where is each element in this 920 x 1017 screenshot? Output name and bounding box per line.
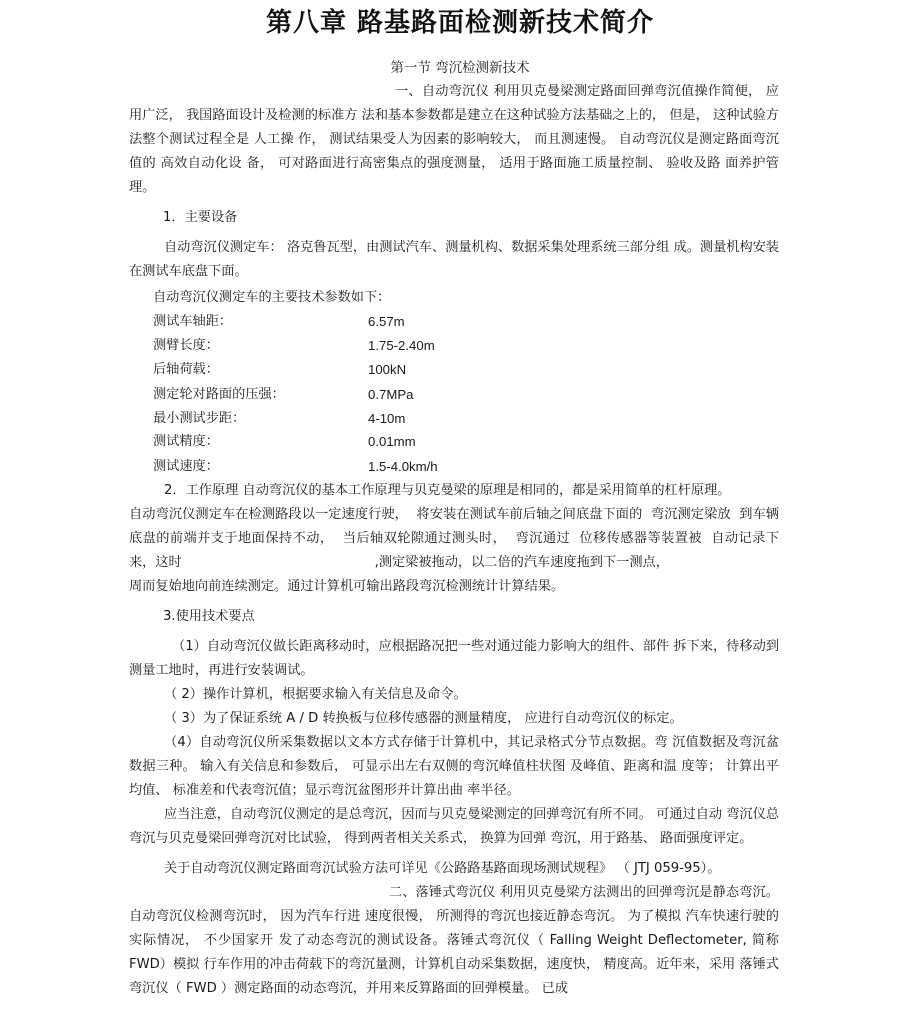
param-row: [153, 431, 779, 455]
param-value: 6.57m: [368, 313, 405, 329]
usage-item: （1）自动弯沉仪做长距离移动时，应根据路况把一些对通过能力影响大的组件、部件 拆下来，待移动到测量工地时，再进行安装调试。: [129, 639, 779, 678]
param-label: 测试车轴距：: [153, 313, 233, 329]
paragraph-intro: 一、自动弯沉仪 利用贝克曼梁测定路面回弹弯沉值操作简便， 应用广泛， 我国路面设计及检测的标准方 法和基本参数都是建立在这种试验方法基础之上的， 但是， 这种试验方法整个测试过程全是 人工操 作， 测试结果受人为因素的影响较大， 而且测速慢。 自动弯沉仪是测定路面弯沉值的 高效自动化设 备， 可对路面进行高密集点的强度测量， 适用于路面施工质量控制、 验收及路 面养护管理。: [129, 84, 779, 195]
param-row: [153, 382, 779, 407]
paragraph-equipment: 自动弯沉仪测定车： 洛克鲁瓦型，由测试汽车、测量机构、数据采集处理系统三部分组 成。测量机构安装在测试车底盘下面。: [129, 240, 780, 279]
param-label: 最小测试步距：: [153, 410, 246, 426]
chapter-title: 第八章 路基路面检测新技术简介: [265, 8, 655, 38]
paragraph-fwd: 二、落锤式弯沉仪 利用贝克曼梁方法测出的回弹弯沉是静态弯沉。 自动弯沉仪检测弯沉时， 因为汽车行进 速度很慢， 所测得的弯沉也接近静态弯沉。 为了模拟 汽车快速行驶的实际情况， 不少国家开 发了动态弯沉的测试设备。落锤式弯沉仪（ Falling Weight Deflectometer, 简称FWD）模拟 行车作用的冲击荷载下的弯沉量测，计算机自动采集数据，速度快， 精度高。近年来，采用 落锤式弯沉仪（ FWD ）测定路面的动态弯沉，并用来反算路面的回弹模量。 已成: [129, 885, 779, 996]
usage-item: （4）自动弯沉仪所采集数据以文本方式存储于计算机中，其记录格式分节点数据。弯 沉值数据及弯沉盆数据三种。 输入有关信息和参数后， 可显示出左右双侧的弯沉峰值柱状图 及峰值、距离和温 度等； 计算出平均值、 标准差和代表弯沉值；显示弯沉盆图形并计算出曲 率半径。: [129, 735, 779, 798]
paragraph-principle-end: 周而复始地向前连续测定。通过计算机可输出路段弯沉检测统计计算结果。: [129, 579, 565, 594]
usage-item: （ 2）操作计算机，根据要求输入有关信息及命令。: [164, 687, 467, 702]
param-row: [153, 454, 779, 479]
heading-usage: 3.使用技术要点: [163, 609, 255, 624]
param-label: 测试精度：: [153, 434, 219, 450]
paragraph-principle: 2．工作原理 自动弯沉仪的基本工作原理与贝克曼梁的原理是相同的，都是采用简单的杠杆原理。: [164, 483, 731, 498]
usage-item: （ 3）为了保证系统 A / D 转换板与位移传感器的测量精度， 应进行自动弯沉仪的标定。: [164, 711, 683, 726]
param-row: [153, 359, 779, 383]
paragraph-reference: 关于自动弯沉仪测定路面弯沉试验方法可详见《公路路基路面现场测试规程》 （ JTJ 059-95）。: [164, 861, 721, 876]
param-value: 1.5-4.0km/h: [368, 458, 438, 474]
param-row: [153, 407, 779, 431]
param-row: [153, 310, 779, 334]
section-heading: 第一节 弯沉检测新技术: [390, 60, 530, 76]
params-table: [129, 286, 779, 479]
param-value: 4-10m: [368, 410, 406, 426]
param-label: 测试速度：: [153, 458, 219, 474]
param-value: 0.01mm: [368, 434, 416, 450]
param-row: [153, 334, 779, 359]
param-value: 0.7MPa: [368, 386, 414, 402]
param-value: 1.75-2.40m: [368, 338, 435, 353]
param-label: 后轴荷载：: [153, 362, 219, 378]
params-intro: 自动弯沉仪测定车的主要技术参数如下：: [153, 290, 391, 305]
param-value: 100kN: [368, 362, 407, 378]
paragraph-principle-detail: 自动弯沉仪测定车在检测路段以一定速度行驶， 将安装在测试车前后轴之间底盘下面的 弯沉测定梁放 到车辆底盘的前端并支于地面保持不动， 当后轴双轮隙通过测头时， 弯沉通过 位移传感器等装置被 自动记录下来，这时 ,测定梁被拖动，以二倍的汽车速度拖到下一测点，: [129, 507, 779, 570]
paragraph-note: 应当注意，自动弯沉仪测定的是总弯沉，因而与贝克曼梁测定的回弹弯沉有所不同。 可通过自动 弯沉仪总弯沉与贝克曼梁回弹弯沉对比试验， 得到两者相关关系式， 换算为回弹 弯沉，用于路基、 路面强度评定。: [129, 807, 780, 846]
param-label: 测臂长度：: [153, 338, 219, 353]
heading-equipment: 1．主要设备: [163, 210, 238, 225]
document-body: [129, 80, 779, 1001]
param-label: 测定轮对路面的压强：: [153, 386, 285, 402]
